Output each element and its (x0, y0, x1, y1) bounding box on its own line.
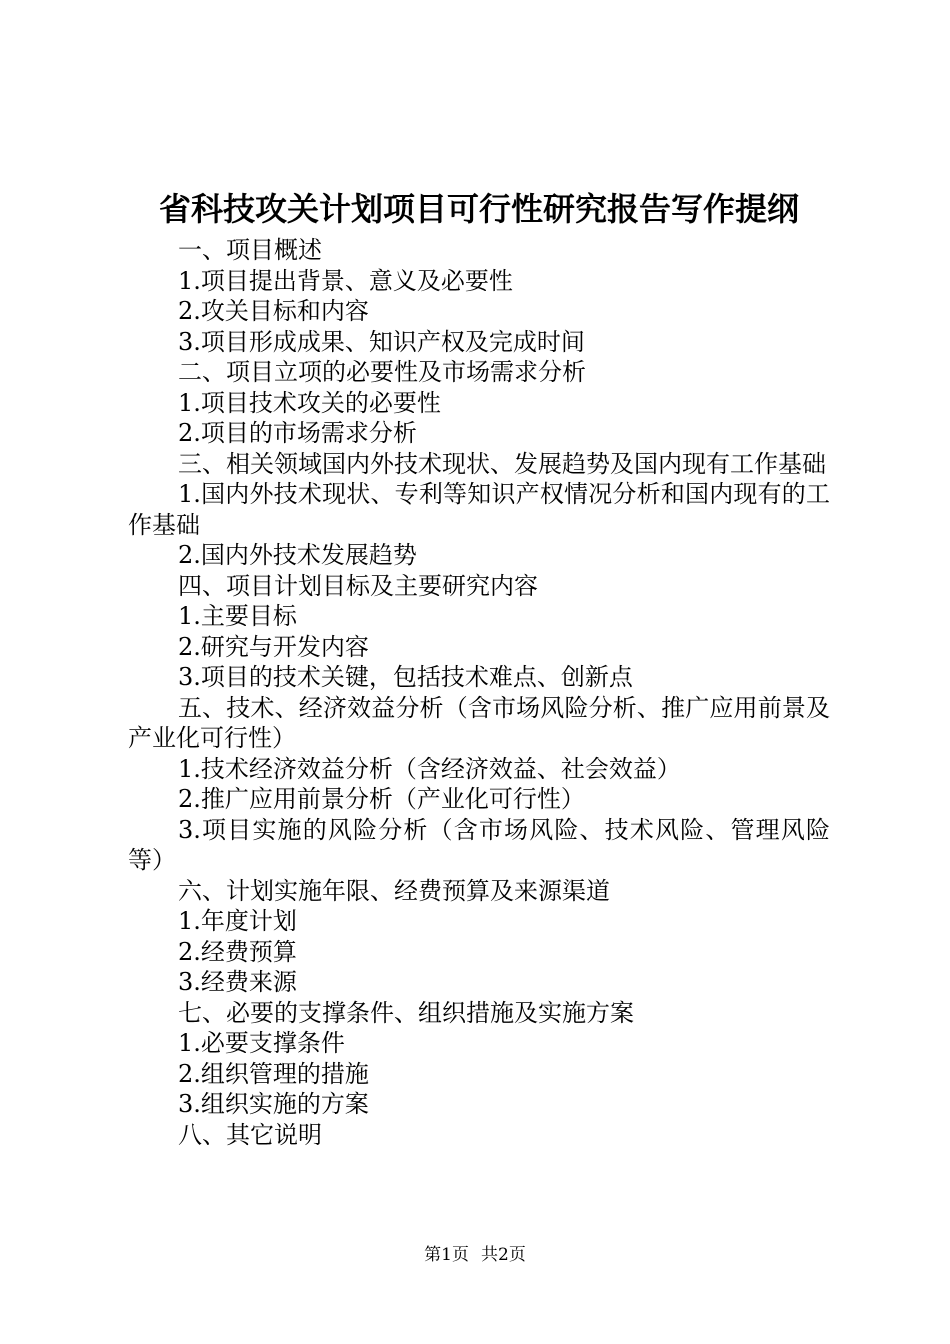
list-item: 1.主要目标 (178, 602, 297, 630)
list-item: 2.推广应用前景分析（产业化可行性） (178, 785, 585, 813)
page-footer (0, 1244, 950, 1266)
list-item: 2.经费预算 (178, 937, 297, 966)
list-item: 2.组织管理的措施 (178, 1059, 369, 1088)
section-heading: 三、相关领域国内外技术现状、发展趋势及国内现有工作基础 (178, 449, 826, 478)
list-item: 3.项目的技术关键，包括技术难点、创新点 (178, 663, 633, 691)
section-heading: 六、计划实施年限、经费预算及来源渠道 (178, 876, 610, 905)
list-item: 1.国内外技术现状、专利等知识产权情况分析和国内现有的工作基础 (128, 480, 830, 539)
list-item: 3.项目形成成果、知识产权及完成时间 (178, 327, 585, 356)
section-heading: 四、项目计划目标及主要研究内容 (178, 571, 538, 600)
list-item: 2.攻关目标和内容 (178, 297, 369, 325)
list-item: 1.项目提出背景、意义及必要性 (178, 266, 513, 295)
document-title: 省科技攻关计划项目可行性研究报告写作提纲 (158, 190, 799, 228)
list-item: 1.年度计划 (178, 907, 297, 935)
page-number: 第1页 (424, 1245, 469, 1265)
section-heading: 五、技术、经济效益分析（含市场风险分析、推广应用前景及产业化可行性） (128, 693, 830, 752)
section-heading: 七、必要的支撑条件、组织措施及实施方案 (178, 998, 634, 1027)
list-item: 1.必要支撑条件 (178, 1029, 345, 1057)
list-item: 2.国内外技术发展趋势 (178, 541, 417, 569)
list-item: 3.组织实施的方案 (178, 1090, 369, 1118)
section-heading: 一、项目概述 (178, 236, 322, 264)
list-item: 1.技术经济效益分析（含经济效益、社会效益） (178, 754, 681, 783)
list-item: 2.研究与开发内容 (178, 632, 369, 661)
page-total: 共2页 (481, 1245, 526, 1265)
document-body (128, 235, 830, 1150)
section-heading: 二、项目立项的必要性及市场需求分析 (178, 358, 586, 386)
list-item: 3.经费来源 (178, 968, 297, 996)
section-heading: 八、其它说明 (178, 1120, 322, 1149)
list-item: 3.项目实施的风险分析（含市场风险、技术风险、管理风险等） (128, 815, 830, 874)
list-item: 2.项目的市场需求分析 (178, 419, 417, 447)
list-item: 1.项目技术攻关的必要性 (178, 388, 441, 417)
